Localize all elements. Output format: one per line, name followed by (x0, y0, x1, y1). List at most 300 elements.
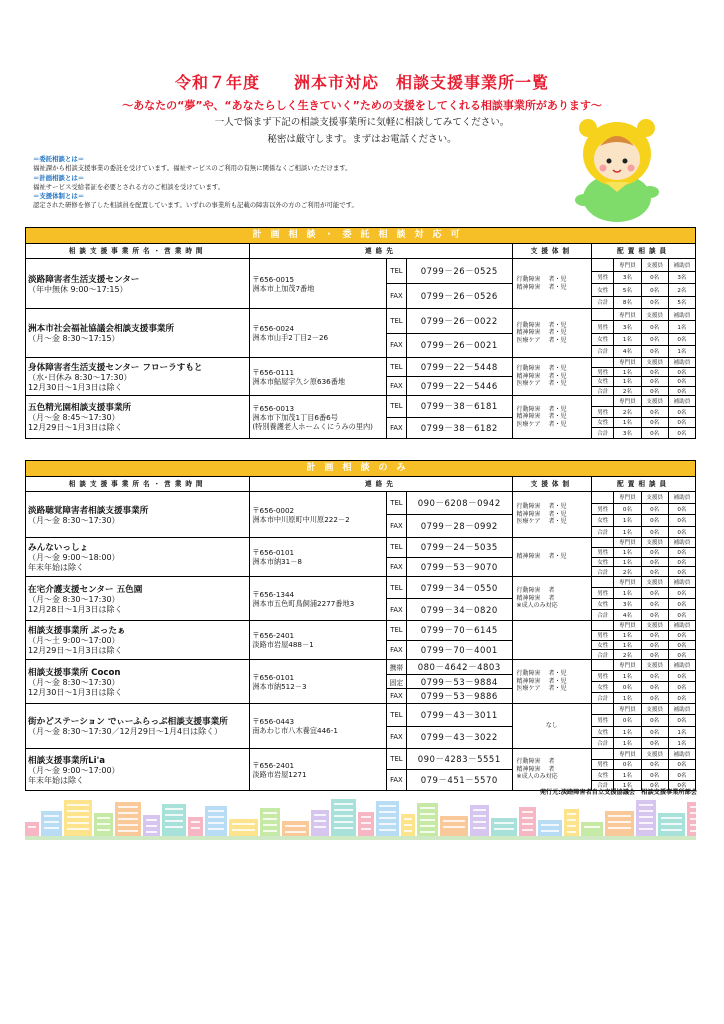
facility-row (26, 492, 695, 538)
window-shape (541, 830, 559, 832)
staff-count: 0名 (677, 409, 687, 416)
staff-count: 0名 (642, 641, 669, 650)
building-shape (538, 820, 562, 836)
phone-number[interactable]: 090－4283－5551 (417, 755, 501, 765)
staff-count: 0名 (677, 506, 687, 513)
intro-line-1: 一人で悩まず下記の相談支援事業所に気軽に相談してみてください。 (214, 117, 510, 128)
contact-type: FAX (387, 334, 407, 358)
contact-cell (387, 358, 513, 395)
staff-count: 0名 (677, 685, 687, 691)
window-shape (263, 818, 277, 820)
phone-number[interactable]: 090－6208－0942 (417, 499, 501, 509)
window-shape (567, 831, 576, 833)
facility-name-cell (26, 749, 250, 790)
window-shape (314, 826, 326, 828)
support-item: 精神障害 者・児 (516, 329, 567, 337)
contact-type: FAX (387, 558, 407, 577)
facility-row (26, 358, 695, 396)
window-shape (420, 813, 435, 815)
window-shape (379, 811, 396, 813)
contact-type: TEL (387, 396, 407, 417)
staff-count: 0名 (642, 738, 669, 748)
window-shape (473, 827, 486, 829)
facility-hours: （月～金 9:00～18:00） (28, 553, 120, 562)
staff-row (592, 567, 695, 576)
staff-count: 0名 (642, 567, 669, 576)
facility-hours: 12月30日～1月3日は除く (28, 687, 123, 697)
building-shape (25, 822, 39, 836)
staff-grid (592, 704, 695, 748)
phone-number[interactable]: 0799－43－3011 (420, 710, 498, 721)
window-shape (361, 816, 371, 818)
def-term: ＝委託相談とは＝ (33, 155, 85, 163)
address-line: 淡路市岩屋1271 (252, 769, 307, 779)
window-shape (379, 805, 396, 807)
staff-head (592, 621, 614, 630)
window-shape (334, 809, 353, 811)
staff-label: 男性 (592, 631, 614, 640)
support-item: 行動障害 者・児 (516, 670, 567, 678)
phone-number[interactable]: 0799－53－9884 (420, 677, 498, 688)
phone-number[interactable]: 0799－34－0550 (420, 583, 498, 594)
phone-number[interactable]: 0799－70－4001 (420, 645, 498, 656)
staff-row (592, 548, 695, 558)
facility-name: 洲本市社会福祉協議会相談支援事業所 (28, 324, 175, 334)
townscape-illustration (25, 796, 696, 840)
staff-head (592, 577, 614, 587)
phone-number[interactable]: 0799－38－6182 (420, 423, 498, 434)
facility-address (250, 704, 387, 748)
staff-row (592, 407, 695, 418)
page-title: 令和７年度 洲本市対応 相談支援事業所一覧 (174, 73, 549, 92)
staff-row (592, 631, 695, 641)
window-shape (191, 821, 200, 823)
facility-name-cell (26, 309, 250, 357)
staff-head (592, 309, 614, 320)
facility-hours: （月～金 8:30～17:30） (28, 515, 120, 525)
contact-type: FAX (387, 689, 407, 703)
facility-row (26, 396, 695, 438)
address-line: 洲本市山手2丁目2－26 (252, 333, 329, 342)
staff-count: 0名 (642, 297, 669, 309)
staff-head: 支援員 (642, 358, 669, 367)
staff-head (592, 704, 614, 714)
staff-count: 0名 (677, 337, 687, 344)
staff-row (592, 650, 695, 659)
contact-line (387, 334, 512, 358)
staff-label: 合計 (592, 346, 614, 357)
window-shape (567, 819, 576, 821)
staff-count: 0名 (677, 613, 687, 619)
contact-type: 携帯 (387, 660, 407, 674)
phone-number[interactable]: 0799－22－5448 (420, 363, 498, 373)
window-shape (165, 814, 183, 816)
window-shape (118, 818, 138, 820)
staff-label: 合計 (592, 428, 614, 438)
staff-count: 1名 (677, 324, 687, 331)
staff-count: 1名 (614, 671, 641, 681)
staff-label: 女性 (592, 770, 614, 780)
staff-head: 専門員 (614, 538, 641, 547)
contact-line (387, 396, 512, 418)
staff-count: 0名 (677, 518, 687, 525)
window-shape (404, 818, 412, 820)
staff-count: 0名 (642, 284, 669, 296)
support-item: 行動障害 者・児 (516, 503, 567, 511)
window-shape (263, 830, 277, 832)
contact-type: TEL (387, 621, 407, 640)
page-subtitle: ～あなたの“夢”や、“あなたらしく生きていく”ための支援をしてくれる相談事業所があります～ (122, 99, 602, 112)
section-consultation-both (25, 227, 696, 439)
staff-label: 女性 (592, 641, 614, 650)
facility-hours: （月～金 8:30～17:30） (28, 594, 120, 604)
facility-name: 身体障害者生活支援センター フローラすもと (28, 362, 203, 373)
staff-row (592, 377, 695, 387)
col-support: 支援体制 (513, 244, 593, 258)
staff-count: 0名 (642, 599, 669, 609)
intro-line-2: 秘密は厳守します。まずはお電話ください。 (267, 134, 457, 145)
contact-line (387, 377, 512, 395)
support-cell (513, 749, 593, 790)
window-shape (541, 824, 559, 826)
address-line: 〒656-0101 (252, 548, 295, 557)
staff-count: 0名 (642, 504, 669, 515)
section-header: 計画相談のみ (26, 461, 695, 477)
window-shape (165, 826, 183, 828)
contact-line (387, 309, 512, 334)
staff-count: 0名 (642, 428, 669, 438)
phone-number[interactable]: 0799－38－6181 (420, 402, 498, 413)
staff-head-row (592, 396, 695, 407)
window-shape (661, 817, 682, 819)
address-line: 洲本市納31－8 (252, 557, 302, 566)
facility-row (26, 621, 695, 660)
support-item: 精神障害 者・児 (516, 510, 567, 518)
staff-count: 0名 (642, 682, 669, 692)
window-shape (263, 824, 277, 826)
def-desc: 認定された研修を修了した相談員を配置しています。いずれの事業所も記載の障害以外の方のご利用が可能です。 (33, 201, 358, 210)
support-item: 精神障害 者・児 (516, 553, 567, 561)
window-shape (361, 828, 371, 830)
definitions (33, 155, 553, 211)
staff-count: 1名 (614, 631, 641, 640)
contact-line (387, 599, 512, 620)
staff-count: 0名 (642, 548, 669, 557)
phone-number[interactable]: 0799－26－0022 (420, 316, 498, 327)
section-consultation-plan-only (25, 460, 696, 791)
phone-number[interactable]: 0799－26－0525 (420, 267, 498, 277)
staff-row (592, 641, 695, 651)
staff-count: 1名 (614, 641, 641, 650)
staff-head: 支援員 (642, 577, 669, 587)
staff-count: 0名 (677, 379, 687, 386)
contact-line (387, 675, 512, 690)
staff-count: 0名 (642, 715, 669, 725)
address-line: 洲本市上加茂7番地 (252, 283, 315, 293)
contact-line (387, 284, 512, 308)
phone-number[interactable]: 0799－70－6145 (420, 626, 498, 637)
facility-hours: 年末年始は除く (28, 775, 84, 785)
staff-head: 支援員 (642, 538, 669, 547)
support-cell (513, 259, 593, 308)
contact-line (387, 418, 512, 439)
support-item: 精神障害 者・児 (516, 372, 567, 380)
staff-row (592, 272, 695, 285)
staff-count: 1名 (614, 588, 641, 598)
staff-head-row (592, 358, 695, 368)
contact-type: FAX (387, 727, 407, 749)
window-shape (608, 815, 631, 817)
contact-cell (387, 538, 513, 576)
facility-address (250, 577, 387, 620)
address-line: 洲本市五色町鳥飼浦2277番地3 (252, 598, 355, 608)
address-line: 〒656-0443 (252, 717, 295, 726)
support-item: ※成人のみ対応 (516, 773, 558, 781)
contact-type: TEL (387, 358, 407, 376)
staff-row (592, 588, 695, 599)
support-item: ※成人のみ対応 (516, 602, 558, 610)
address-line: 〒656-0013 (252, 403, 295, 413)
address-line: 〒656-0024 (252, 324, 295, 333)
facility-name-cell (26, 538, 250, 576)
staff-count: 0名 (642, 272, 669, 284)
window-shape (334, 827, 353, 829)
staff-count: 0名 (642, 610, 669, 620)
phone-number[interactable]: 0799－24－5035 (420, 543, 498, 554)
facility-hours: （年中無休 9:00～17:15） (28, 284, 128, 294)
staff-head: 補助員 (673, 360, 691, 367)
staff-row (592, 599, 695, 610)
staff-count: 1名 (614, 377, 641, 386)
staff-count: 1名 (677, 349, 687, 356)
staff-count: 0名 (642, 321, 669, 332)
contact-line (387, 621, 512, 641)
staff-count: 0名 (614, 715, 641, 725)
staff-count: 5名 (614, 284, 641, 296)
staff-count: 0名 (677, 591, 687, 597)
address-line: 洲本市下加茂1丁目6番6号 (252, 412, 338, 422)
phone-number[interactable]: 0799－53－9886 (420, 692, 498, 703)
phone-number[interactable]: 0799－43－3022 (420, 733, 498, 744)
staff-label: 合計 (592, 387, 614, 396)
facility-address (250, 396, 387, 438)
staff-label: 男性 (592, 760, 614, 770)
contact-type: FAX (387, 770, 407, 790)
address-line: 南あわじ市八木養宜446-1 (252, 726, 338, 735)
staff-row (592, 682, 695, 693)
col-name: 相談支援事業所名・営業時間 (26, 477, 250, 491)
staff-count: 0名 (677, 420, 687, 427)
facility-name-cell (26, 259, 250, 308)
staff-count: 0名 (677, 696, 687, 702)
def-desc: 福祉課から相談支援事業の委託を受けています。福祉サービスのご利用の有無に関係なくご相談いただけます。 (33, 164, 352, 173)
staff-row (592, 297, 695, 309)
staff-row (592, 346, 695, 357)
phone-number[interactable]: 0799－53－9070 (420, 562, 498, 573)
staff-label: 女性 (592, 377, 614, 386)
phone-number[interactable]: 0799－28－0992 (420, 522, 498, 532)
support-cell (513, 309, 593, 357)
facility-row (26, 577, 695, 621)
window-shape (165, 820, 183, 822)
staff-count: 0名 (642, 727, 669, 737)
contact-type: FAX (387, 515, 407, 537)
window-shape (567, 813, 576, 815)
def-term: ＝支援体制とは＝ (33, 192, 85, 201)
contact-line (387, 749, 512, 770)
support-item: 精神障害 者 (516, 765, 555, 773)
staff-head: 専門員 (614, 259, 641, 271)
staff-count: 1名 (614, 548, 641, 557)
col-contact: 連絡先 (250, 477, 512, 491)
staff-row (592, 504, 695, 516)
staff-label: 男性 (592, 272, 614, 284)
staff-count: 0名 (642, 527, 669, 538)
staff-count: 4名 (614, 610, 641, 620)
contact-type: FAX (387, 641, 407, 660)
staff-label: 合計 (592, 297, 614, 309)
staff-count: 3名 (677, 275, 687, 282)
staff-head-row (592, 749, 695, 760)
facility-address (250, 660, 387, 703)
phone-number[interactable]: 0799－34－0820 (420, 605, 498, 616)
support-item: 医療ケア 者・児 (516, 685, 567, 693)
window-shape (639, 828, 653, 830)
staff-head: 支援員 (642, 396, 669, 406)
phone-number[interactable]: 079－451－5570 (420, 776, 498, 786)
address-line: 洲本市鮎屋字久シ原636番地 (252, 376, 346, 386)
facility-hours: 12月29日～1月3日は除く (28, 423, 123, 432)
staff-count: 0名 (677, 652, 687, 659)
window-shape (263, 812, 277, 814)
staff-label: 女性 (592, 558, 614, 567)
staff-head: 補助員 (673, 751, 691, 758)
window-shape (44, 827, 59, 829)
facility-name: みんないっしょ (28, 543, 89, 553)
window-shape (379, 823, 396, 825)
staff-label: 合計 (592, 610, 614, 620)
contact-type: TEL (387, 492, 407, 514)
support-cell (513, 621, 593, 659)
staff-label: 男性 (592, 368, 614, 377)
def-term: ＝計画相談とは＝ (33, 173, 85, 182)
staff-count: 0名 (642, 558, 669, 567)
staff-grid (592, 621, 695, 659)
staff-count: 0名 (677, 762, 687, 769)
window-shape (690, 830, 696, 832)
staff-grid (592, 492, 695, 537)
staff-count: 1名 (614, 781, 641, 791)
staff-count: 0名 (677, 369, 687, 376)
facility-name-cell (26, 577, 250, 620)
support-item: 行動障害 者・児 (516, 365, 567, 373)
staff-count: 0名 (642, 368, 669, 377)
facility-hours: （月～金 8:30～17:15） (28, 334, 120, 343)
phone-number[interactable]: 0799－26－0021 (420, 341, 498, 352)
building-shape (311, 810, 329, 836)
staff-count: 0名 (642, 671, 669, 681)
window-shape (334, 803, 353, 805)
window-shape (420, 825, 435, 827)
window-shape (191, 827, 200, 829)
staff-count: 2名 (677, 287, 687, 294)
contact-line (387, 358, 512, 377)
staff-label: 女性 (592, 682, 614, 692)
contact-line (387, 704, 512, 727)
window-shape (608, 821, 631, 823)
contact-line (387, 577, 512, 599)
window-shape (208, 828, 224, 830)
window-shape (584, 826, 600, 828)
facility-address (250, 358, 387, 395)
facility-name-cell (26, 358, 250, 395)
staff-count: 3名 (614, 599, 641, 609)
staff-head (592, 538, 614, 547)
facility-address (250, 538, 387, 576)
support-item: 精神障害 者・児 (516, 283, 567, 291)
window-shape (443, 826, 465, 828)
building-shape (41, 811, 62, 836)
window-shape (118, 806, 138, 808)
window-shape (661, 829, 682, 831)
contact-cell (387, 492, 513, 537)
staff-label: 合計 (592, 650, 614, 659)
staff-row (592, 527, 695, 538)
staff-label: 女性 (592, 418, 614, 428)
phone-number[interactable]: 080－4642－4803 (417, 662, 501, 673)
window-shape (67, 828, 89, 830)
staff-count: 0名 (642, 770, 669, 780)
contact-cell (387, 309, 513, 357)
staff-head: 支援員 (642, 309, 669, 320)
column-headers (26, 477, 695, 492)
facility-name-cell (26, 660, 250, 703)
staff-row (592, 671, 695, 682)
support-cell (513, 396, 593, 438)
facility-name: 相談支援事業所 Cocon (28, 667, 121, 678)
phone-number[interactable]: 0799－22－5446 (420, 382, 498, 392)
window-shape (232, 823, 255, 825)
staff-count: 0名 (642, 418, 669, 428)
staff-head: 補助員 (673, 262, 691, 269)
staff-grid (592, 259, 695, 308)
staff-head: 専門員 (614, 621, 641, 630)
staff-count: 0名 (642, 346, 669, 357)
staff-row (592, 715, 695, 726)
facility-hours: （月～金 8:30～17:30） (28, 677, 120, 687)
staff-row (592, 387, 695, 396)
address-line: 〒656-0015 (252, 274, 295, 284)
window-shape (443, 820, 465, 822)
staff-label: 女性 (592, 515, 614, 526)
window-shape (67, 816, 89, 818)
contact-cell (387, 704, 513, 748)
facility-row (26, 704, 695, 749)
staff-count: 1名 (614, 515, 641, 526)
facility-name-cell (26, 704, 250, 748)
staff-head: 専門員 (614, 660, 641, 670)
staff-label: 女性 (592, 599, 614, 609)
phone-number[interactable]: 0799－26－0526 (420, 292, 498, 302)
window-shape (420, 831, 435, 833)
contact-line (387, 558, 512, 577)
contact-line (387, 259, 512, 284)
facility-address (250, 621, 387, 659)
staff-head-row (592, 660, 695, 671)
staff-head (592, 259, 614, 271)
staff-label: 男性 (592, 588, 614, 598)
window-shape (44, 821, 59, 823)
